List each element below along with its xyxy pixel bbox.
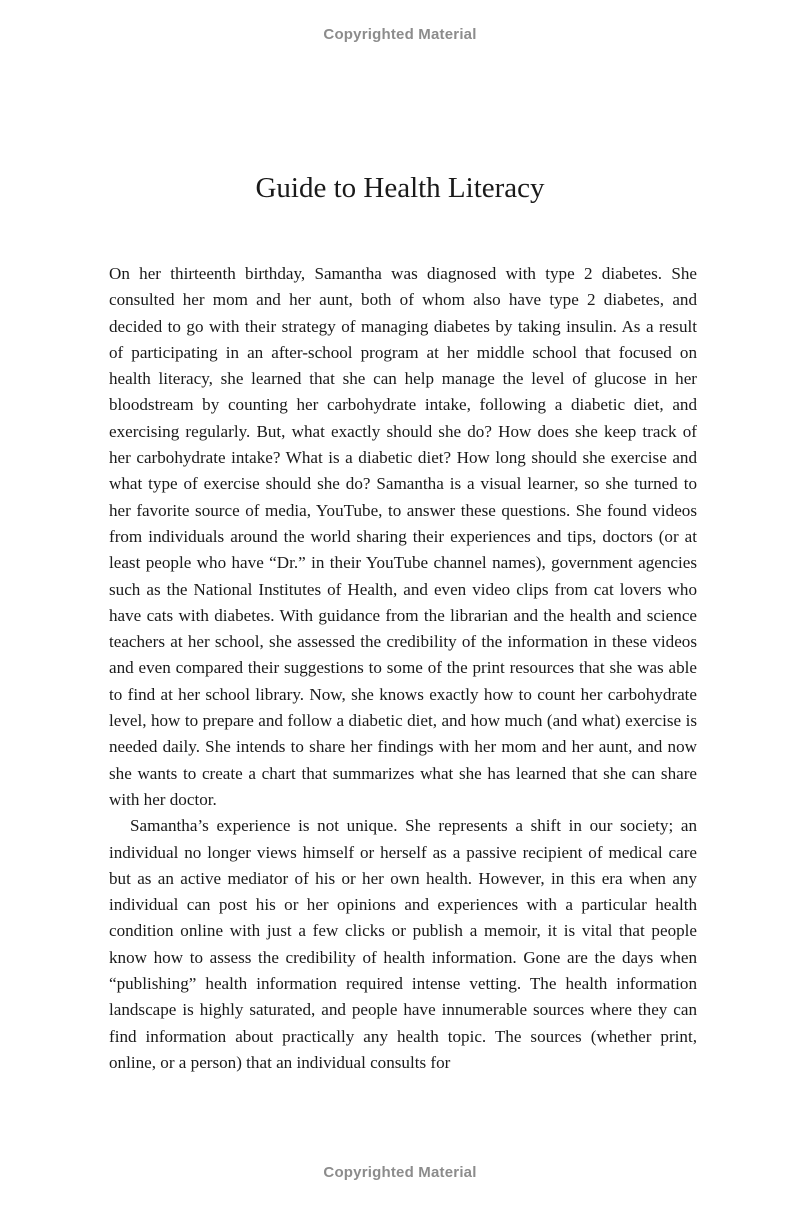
copyright-watermark-bottom: Copyrighted Material xyxy=(323,1164,477,1181)
paragraph-2: Samantha’s experience is not unique. She represents a shift in our society; an individual no longer views himself or herself as a passive recipient of medical care but as an active mediator of his or her own health. However, in this era when any individual can post his or her opinions and experiences with a particular health condition online with just a few clicks or publish a memoir, it is vital that people know how to assess the credibility of health information. Gone are the days when “publishing” health information required intense vetting. The health information landscape is highly saturated, and people have innumerable sources where they can find information about practically any health topic. The sources (whether print, online, or a person) that an individual consults for xyxy=(109,816,697,1072)
paragraph-1: On her thirteenth birthday, Samantha was diagnosed with type 2 diabetes. She consulted her mom and her aunt, both of whom also have type 2 diabetes, and decided to go with their strategy of managing diabetes by taking insulin. As a result of participating in an after-school program at her middle school that focused on health literacy, she learned that she can help manage the level of glucose in her bloodstream by counting her carbohydrate intake, following a diabetic diet, and exercising regularly. But, what exactly should she do? How does she keep track of her carbohydrate intake? What is a diabetic diet? How long should she exercise and what type of exercise should she do? Samantha is a visual learner, so she turned to her favorite source of media, YouTube, to answer these questions. She found videos from individuals around the world sharing their experiences and tips, doctors (or at least people who have “Dr.” in their YouTube channel names), government agencies such as the National Institutes of Health, and even video clips from cat lovers who have cats with diabetes. With guidance from the librarian and the health and science teachers at her school, she assessed the credibility of the information in these videos and even compared their suggestions to some of the print resources that she was able to find at her school library. Now, she knows exactly how to count her carbohydrate level, how to prepare and follow a diabetic diet, and how much (and what) exercise is needed daily. She intends to share her findings with her mom and her aunt, and now she wants to create a chart that summarizes what she has learned that she can share with her doctor. xyxy=(109,264,697,809)
chapter-title: Guide to Health Literacy xyxy=(255,172,545,204)
body-text xyxy=(109,261,697,1076)
copyright-watermark-top: Copyrighted Material xyxy=(323,26,477,43)
